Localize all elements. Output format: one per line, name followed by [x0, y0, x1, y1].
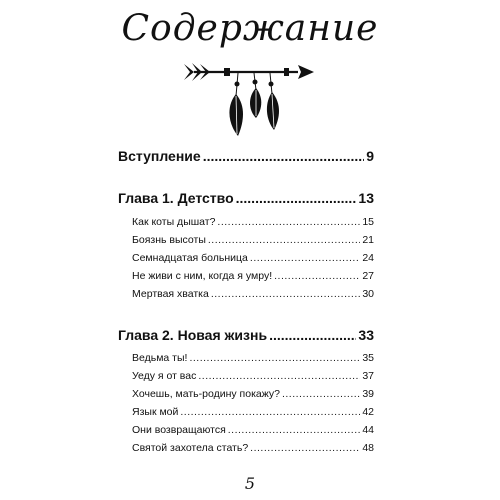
leader-dots [269, 327, 356, 343]
toc-entry[interactable] [132, 252, 374, 264]
toc-entry-label: Хочешь, мать-родину покажу? [132, 388, 280, 400]
toc-chapter-label: Глава 1. Детство [118, 190, 234, 206]
toc-entry-page: 37 [362, 370, 374, 382]
leader-dots [250, 252, 360, 264]
leader-dots [228, 424, 361, 436]
toc-entry[interactable] [132, 234, 374, 246]
table-of-contents [118, 0, 374, 500]
toc-entry-label: Святой захотела стать? [132, 442, 249, 454]
leader-dots [250, 442, 360, 454]
toc-entry-label: Как коты дышат? [132, 216, 216, 228]
leader-dots [217, 216, 360, 228]
toc-entry[interactable] [132, 270, 374, 282]
page-number: 5 [244, 474, 256, 493]
toc-entry-label: Не живи с ним, когда я умру! [132, 270, 273, 282]
toc-entry[interactable] [132, 442, 374, 454]
toc-entry-page: 42 [362, 406, 374, 418]
toc-entry-label: Семнадцатая больница [132, 252, 248, 264]
leader-dots [198, 370, 360, 382]
page-title: Содержание [121, 8, 379, 49]
toc-chapter-1[interactable] [118, 190, 374, 206]
leader-dots [189, 352, 360, 364]
toc-entry-page: 15 [362, 216, 374, 228]
toc-chapter-page: 33 [358, 327, 374, 343]
toc-entry-label: Ведьма ты! [132, 352, 188, 364]
toc-entry-page: 24 [362, 252, 374, 264]
toc-chapter-page: 13 [358, 190, 374, 206]
toc-entry-label: Мертвая хватка [132, 288, 209, 300]
toc-entry-page: 48 [362, 442, 374, 454]
toc-chapter-2[interactable] [118, 327, 374, 343]
toc-chapter-label: Глава 2. Новая жизнь [118, 327, 268, 343]
leader-dots [208, 234, 360, 246]
toc-entry-page: 30 [362, 288, 374, 300]
leader-dots [274, 270, 360, 282]
toc-entry-page: 27 [362, 270, 374, 282]
toc-entry[interactable] [132, 388, 374, 400]
leader-dots [236, 190, 357, 206]
toc-entry-label: Они возвращаются [132, 424, 226, 436]
toc-entry[interactable] [132, 216, 374, 228]
toc-entry[interactable] [132, 406, 374, 418]
toc-entry-page: 39 [362, 388, 374, 400]
toc-entry[interactable] [132, 424, 374, 436]
toc-entry-label: Язык мой [132, 406, 179, 418]
toc-entry-page: 35 [362, 352, 374, 364]
leader-dots [282, 388, 360, 400]
toc-entry-page: 21 [362, 234, 374, 246]
toc-entry-label: Вступление [118, 148, 201, 164]
toc-entry-label: Уеду я от вас [132, 370, 197, 382]
toc-entry-label: Боязнь высоты [132, 234, 206, 246]
leader-dots [180, 406, 360, 418]
leader-dots [211, 288, 360, 300]
toc-entry-page: 44 [362, 424, 374, 436]
toc-entry[interactable] [132, 370, 374, 382]
toc-entry[interactable] [132, 288, 374, 300]
toc-entry-intro[interactable] [118, 148, 374, 164]
toc-entry-page: 9 [366, 148, 374, 164]
leader-dots [203, 148, 365, 164]
toc-entry[interactable] [132, 352, 374, 364]
